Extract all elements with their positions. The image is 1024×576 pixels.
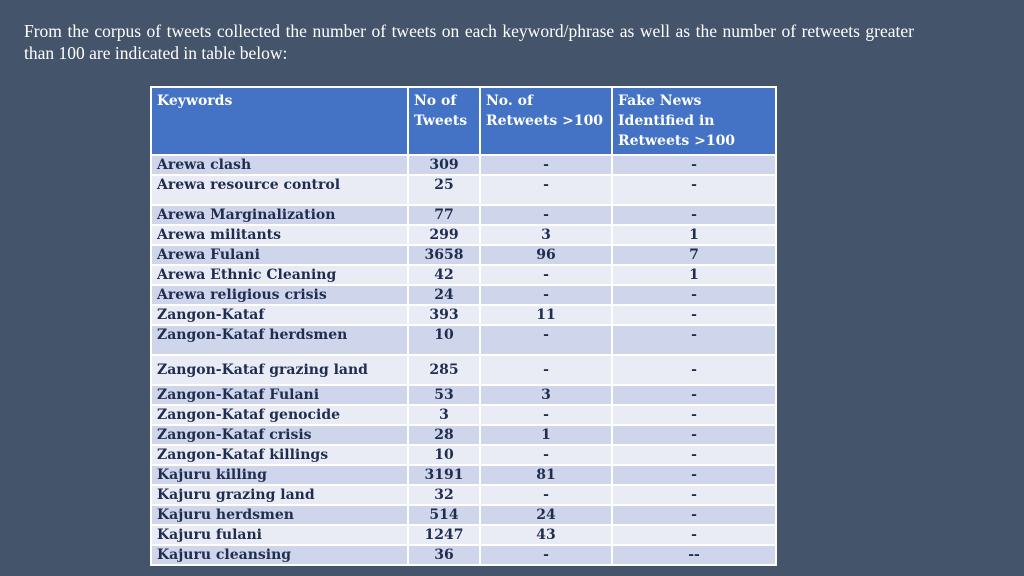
tweets-count-cell: 53 — [408, 385, 480, 405]
keyword-cell: Kajuru grazing land — [151, 485, 408, 505]
keyword-cell: Arewa Marginalization — [151, 205, 408, 225]
retweets-count-cell: 96 — [480, 245, 612, 265]
tweets-count-cell: 3191 — [408, 465, 480, 485]
fake-news-count-cell: 7 — [612, 245, 776, 265]
keyword-cell: Zangon-Kataf genocide — [151, 405, 408, 425]
retweets-count-cell: - — [480, 325, 612, 355]
keyword-cell: Zangon-Kataf Fulani — [151, 385, 408, 405]
fake-news-count-cell: - — [612, 385, 776, 405]
tweets-count-cell: 309 — [408, 155, 480, 175]
tweets-count-cell: 28 — [408, 425, 480, 445]
tweets-count-cell: 1247 — [408, 525, 480, 545]
table-row — [151, 285, 776, 305]
keyword-cell: Arewa clash — [151, 155, 408, 175]
table-row — [151, 445, 776, 465]
keyword-cell: Zangon-Kataf crisis — [151, 425, 408, 445]
intro-paragraph: From the corpus of tweets collected the number of tweets on each keyword/phrase as well as the number of retweets greater than 100 are indicated in table below: — [24, 21, 914, 63]
tweets-count-cell: 299 — [408, 225, 480, 245]
fake-news-count-cell: 1 — [612, 265, 776, 285]
fake-news-count-cell: - — [612, 305, 776, 325]
fake-news-count-cell: - — [612, 205, 776, 225]
tweets-table — [150, 86, 777, 566]
retweets-count-cell: - — [480, 205, 612, 225]
header-keywords: Keywords — [151, 87, 408, 155]
table-row — [151, 545, 776, 565]
fake-news-count-cell: - — [612, 485, 776, 505]
retweets-count-cell: - — [480, 155, 612, 175]
table-row — [151, 245, 776, 265]
table-row — [151, 175, 776, 205]
retweets-count-cell: 24 — [480, 505, 612, 525]
keyword-cell: Arewa religious crisis — [151, 285, 408, 305]
keyword-cell: Kajuru herdsmen — [151, 505, 408, 525]
tweets-count-cell: 3658 — [408, 245, 480, 265]
table-row — [151, 225, 776, 245]
retweets-count-cell: 1 — [480, 425, 612, 445]
keyword-cell: Kajuru cleansing — [151, 545, 408, 565]
tweets-count-cell: 393 — [408, 305, 480, 325]
table-row — [151, 265, 776, 285]
fake-news-count-cell: - — [612, 525, 776, 545]
tweets-count-cell: 3 — [408, 405, 480, 425]
table-row — [151, 355, 776, 385]
keyword-cell: Zangon-Kataf herdsmen — [151, 325, 408, 355]
table-row — [151, 425, 776, 445]
fake-news-count-cell: - — [612, 155, 776, 175]
fake-news-count-cell: - — [612, 325, 776, 355]
tweets-table-container — [150, 86, 775, 566]
retweets-count-cell: - — [480, 485, 612, 505]
fake-news-count-cell: - — [612, 355, 776, 385]
retweets-count-cell: - — [480, 545, 612, 565]
retweets-count-cell: - — [480, 445, 612, 465]
fake-news-count-cell: 1 — [612, 225, 776, 245]
table-row — [151, 405, 776, 425]
table-row — [151, 325, 776, 355]
table-row — [151, 465, 776, 485]
keyword-cell: Zangon-Kataf — [151, 305, 408, 325]
keyword-cell: Arewa Fulani — [151, 245, 408, 265]
tweets-count-cell: 10 — [408, 325, 480, 355]
retweets-count-cell: 3 — [480, 225, 612, 245]
table-row — [151, 505, 776, 525]
table-row — [151, 485, 776, 505]
table-body — [151, 155, 776, 565]
header-fake-news: Fake News Identified in Retweets >100 — [612, 87, 776, 155]
tweets-count-cell: 77 — [408, 205, 480, 225]
tweets-count-cell: 514 — [408, 505, 480, 525]
tweets-count-cell: 36 — [408, 545, 480, 565]
fake-news-count-cell: - — [612, 285, 776, 305]
table-row — [151, 205, 776, 225]
retweets-count-cell: 81 — [480, 465, 612, 485]
keyword-cell: Zangon-Kataf grazing land — [151, 355, 408, 385]
tweets-count-cell: 24 — [408, 285, 480, 305]
fake-news-count-cell: - — [612, 405, 776, 425]
tweets-count-cell: 32 — [408, 485, 480, 505]
fake-news-count-cell: - — [612, 425, 776, 445]
table-row — [151, 305, 776, 325]
retweets-count-cell: - — [480, 355, 612, 385]
retweets-count-cell: - — [480, 405, 612, 425]
table-row — [151, 155, 776, 175]
tweets-count-cell: 42 — [408, 265, 480, 285]
keyword-cell: Kajuru fulani — [151, 525, 408, 545]
retweets-count-cell: - — [480, 265, 612, 285]
retweets-count-cell: 43 — [480, 525, 612, 545]
fake-news-count-cell: -- — [612, 545, 776, 565]
header-no-of-tweets: No of Tweets — [408, 87, 480, 155]
retweets-count-cell: 3 — [480, 385, 612, 405]
table-row — [151, 385, 776, 405]
retweets-count-cell: 11 — [480, 305, 612, 325]
fake-news-count-cell: - — [612, 175, 776, 205]
fake-news-count-cell: - — [612, 465, 776, 485]
keyword-cell: Arewa militants — [151, 225, 408, 245]
retweets-count-cell: - — [480, 175, 612, 205]
keyword-cell: Arewa Ethnic Cleaning — [151, 265, 408, 285]
table-header-row — [151, 87, 776, 155]
keyword-cell: Kajuru killing — [151, 465, 408, 485]
fake-news-count-cell: - — [612, 445, 776, 465]
keyword-cell: Zangon-Kataf killings — [151, 445, 408, 465]
retweets-count-cell: - — [480, 285, 612, 305]
fake-news-count-cell: - — [612, 505, 776, 525]
tweets-count-cell: 25 — [408, 175, 480, 205]
header-no-of-retweets: No. of Retweets >100 — [480, 87, 612, 155]
table-row — [151, 525, 776, 545]
tweets-count-cell: 285 — [408, 355, 480, 385]
keyword-cell: Arewa resource control — [151, 175, 408, 205]
tweets-count-cell: 10 — [408, 445, 480, 465]
